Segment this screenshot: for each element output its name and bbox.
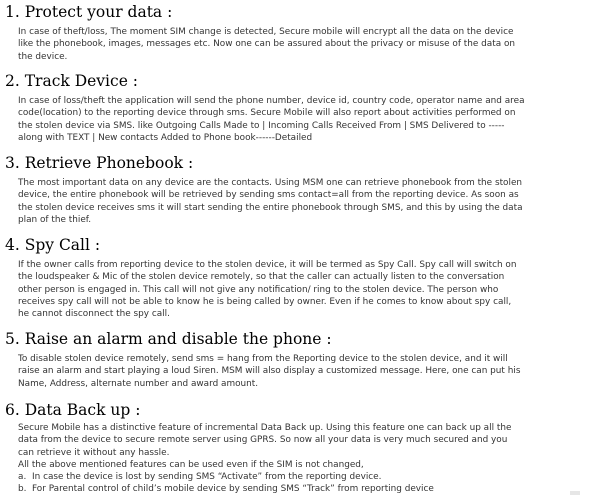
body-line: the device. — [18, 51, 68, 62]
section-data-backup — [0, 401, 602, 497]
body-line: the stolen device receives sms it will start sending the entire phonebook through SMS, and this by using the data — [18, 202, 523, 213]
section-body — [18, 95, 600, 144]
body-line: device, the entire phonebook will be retrieved by sending sms contact=all from the reporting device. As soon as — [18, 190, 519, 201]
section-body — [18, 259, 600, 320]
body-line: the stolen device via SMS. like Outgoing Calls Made to | Incoming Calls Received From | SMS Delivered to ----- — [18, 120, 505, 131]
body-line: In case of theft/loss, The moment SIM change is detected, Secure mobile will encrypt all the data on the device — [18, 27, 514, 37]
section-body — [18, 353, 600, 390]
body-line: other person is engaged in. This call will not give any notification/ ring to the stolen device. The person who — [18, 284, 499, 295]
list-item — [18, 471, 600, 483]
section-heading: 1. Protect your data : — [5, 3, 173, 21]
list-item-text: For Parental control of child’s mobile device by sending SMS “Track” from reporting device — [32, 484, 434, 495]
list-item-text: In case the device is lost by sending SMS “Activate” from the reporting device. — [32, 472, 382, 483]
body-line: In case of loss/theft the application will send the phone number, device id, country code, operator name and area — [18, 96, 525, 106]
list-item — [18, 483, 600, 495]
section-retrieve-phonebook — [0, 154, 602, 234]
section-spy-call — [0, 236, 602, 326]
body-line: the loudspeaker & Mic of the stolen device remotely, so that the caller can actually listen to the conversation — [18, 272, 505, 283]
body-line: receives spy call will not be able to know he is being called by owner. Even if he comes to know about spy call, — [18, 296, 512, 307]
section-protect-data — [0, 3, 602, 73]
body-line: All the above mentioned features can be used even if the SIM is not changed, — [18, 459, 364, 470]
body-line: plan of the thief. — [18, 214, 92, 225]
section-heading: 2. Track Device : — [5, 72, 139, 90]
corner-artifact — [570, 491, 580, 495]
section-body — [18, 177, 600, 226]
section-alarm-disable — [0, 330, 602, 400]
body-line: Name, Address, alternate number and award amount. — [18, 378, 259, 389]
section-heading: 5. Raise an alarm and disable the phone : — [5, 330, 332, 348]
body-line: If the owner calls from reporting device to the stolen device, it will be termed as Spy Call. Spy call will switch on — [18, 260, 517, 270]
body-line: like the phonebook, images, messages etc. Now one can be assured about the privacy or misuse of the data on — [18, 39, 516, 50]
body-line: The most important data on any device are the contacts. Using MSM one can retrieve phonebook from the stolen — [18, 178, 523, 188]
body-line: To disable stolen device remotely, send sms = hang from the Reporting device to the stolen device, and it will — [18, 354, 508, 364]
section-heading: 3. Retrieve Phonebook : — [5, 154, 194, 172]
section-track-device — [0, 72, 602, 147]
list-marker: a. — [18, 472, 27, 483]
body-line: Secure Mobile has a distinctive feature of incremental Data Back up. Using this feature one can back up all the — [18, 423, 512, 433]
body-line: along with TEXT | New contacts Added to Phone book------Detailed — [18, 132, 313, 143]
body-line: can retrieve it without any hassle. — [18, 447, 170, 458]
section-heading: 6. Data Back up : — [5, 401, 141, 419]
list-marker: b. — [18, 484, 27, 495]
section-heading: 4. Spy Call : — [5, 236, 101, 254]
body-line: he cannot disconnect the spy call. — [18, 309, 170, 320]
body-line: raise an alarm and start playing a loud Siren. MSM will also display a customized message. Here, one can put his — [18, 366, 521, 377]
body-line: code(location) to the reporting device through sms. Secure Mobile will also report about activities performed on — [18, 108, 516, 119]
section-body — [18, 26, 600, 63]
section-body — [18, 422, 600, 496]
body-line: data from the device to secure remote server using GPRS. So now all your data is very much secured and you — [18, 435, 508, 446]
